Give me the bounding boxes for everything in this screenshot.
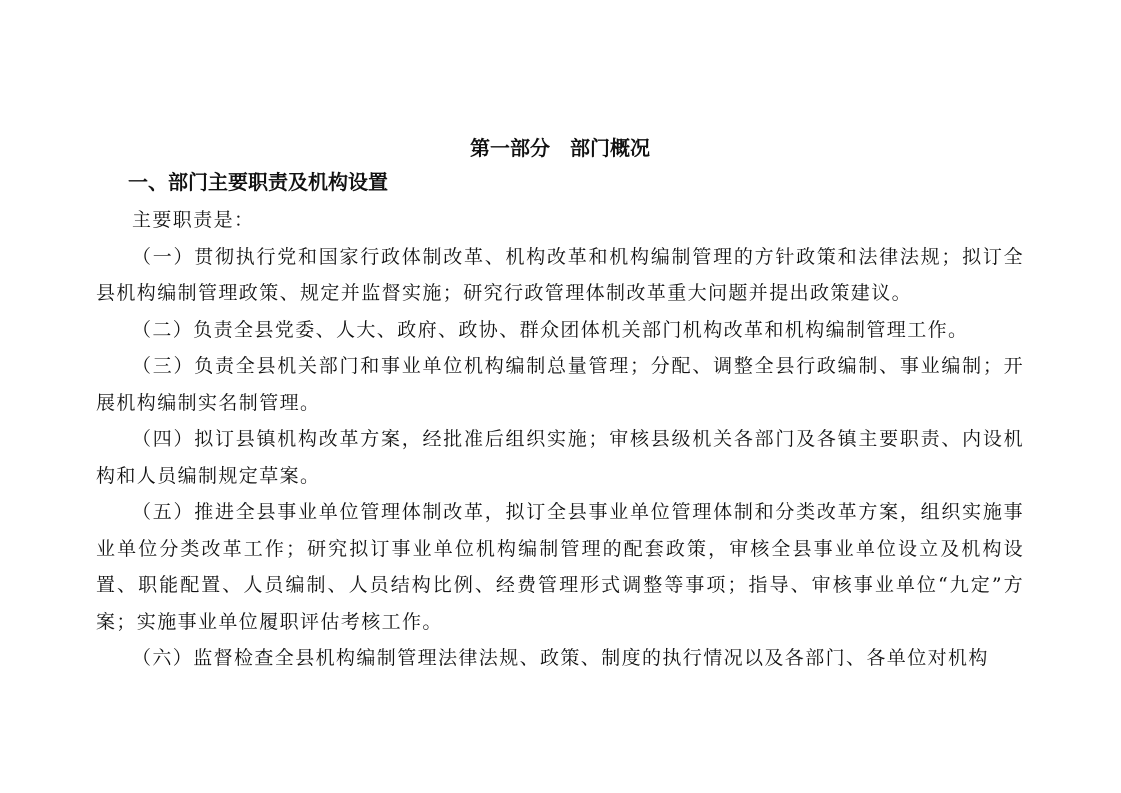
duty-paragraph-5: （五）推进全县事业单位管理体制改革，拟订全县事业单位管理体制和分类改革方案，组织实施事业单位分类改革工作；研究拟订事业单位机构编制管理的配套政策，审核全县事业单位设立及机构设置、职能配置、人员编制、人员结构比例、经费管理形式调整等事项；指导、审核事业单位“九定”方案；实施事业单位履职评估考核工作。 (96, 501, 1024, 633)
intro-paragraph: 主要职责是： (132, 209, 255, 231)
section-heading: 一、部门主要职责及机构设置 (128, 170, 388, 194)
duty-paragraph-6: （六）监督检查全县机构编制管理法律法规、政策、制度的执行情况以及各部门、各单位对机构 (132, 647, 989, 669)
page-title: 第一部分 部门概况 (470, 136, 650, 160)
document-page (96, 128, 1024, 677)
duty-paragraph-4: （四）拟订县镇机构改革方案，经批准后组织实施；审核县级机关各部门及各镇主要职责、内设机构和人员编制规定草案。 (96, 428, 1024, 487)
duty-paragraph-1: （一）贯彻执行党和国家行政体制改革、机构改革和机构编制管理的方针政策和法律法规；拟订全县机构编制管理政策、规定并监督实施；研究行政管理体制改革重大问题并提出政策建议。 (96, 245, 1024, 304)
duty-paragraph-3: （三）负责全县机关部门和事业单位机构编制总量管理；分配、调整全县行政编制、事业编制；开展机构编制实名制管理。 (96, 355, 1024, 414)
duty-paragraph-2: （二）负责全县党委、人大、政府、政协、群众团体机关部门机构改革和机构编制管理工作。 (132, 318, 969, 341)
